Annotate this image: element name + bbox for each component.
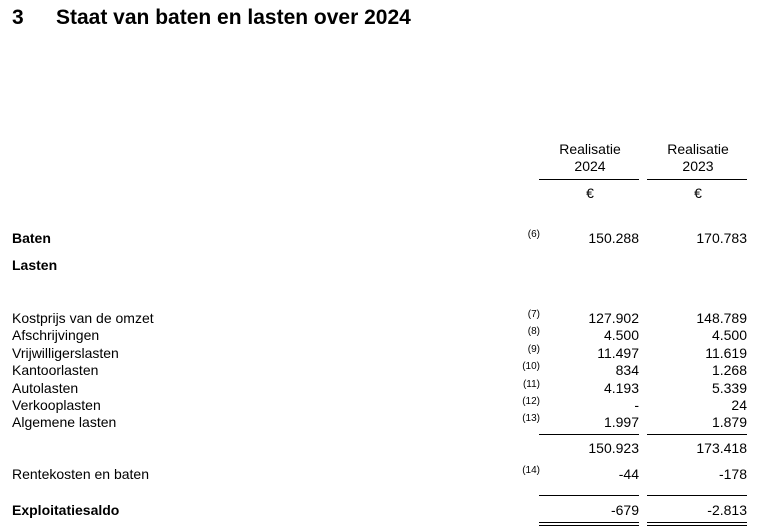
saldo-value-2023: -2.813 <box>707 502 747 518</box>
currency-2023: € <box>694 185 702 201</box>
row-value-2023: 1.268 <box>711 362 747 378</box>
rente-value-2024: -44 <box>618 466 639 482</box>
section-number: 3 <box>12 6 24 29</box>
row-value-2023: 1.879 <box>711 414 747 430</box>
saldo-label: Exploitatiesaldo <box>12 502 120 518</box>
row-label: Verkooplasten <box>12 397 101 413</box>
column-header-2023-line2: 2023 <box>682 158 714 174</box>
saldo-double-rule-2024-b <box>539 525 639 526</box>
row-note: (12) <box>522 396 540 407</box>
row-label: Kostprijs van de omzet <box>12 310 154 326</box>
row-value-2024: 127.902 <box>588 310 639 326</box>
subtotal-rule-2024 <box>539 434 639 435</box>
row-value-2023: 4.500 <box>711 327 747 343</box>
baten-note: (6) <box>527 229 540 240</box>
row-note: (8) <box>527 326 540 337</box>
row-note: (10) <box>522 361 540 372</box>
row-value-2023: 5.339 <box>711 380 747 396</box>
baten-label: Baten <box>12 230 51 246</box>
row-note: (11) <box>522 379 540 390</box>
rente-label: Rentekosten en baten <box>12 466 149 482</box>
saldo-rule-2024 <box>539 495 639 496</box>
lasten-total-2023: 173.418 <box>696 440 747 456</box>
saldo-double-rule-2023-b <box>647 525 747 526</box>
row-value-2024: 4.500 <box>603 327 639 343</box>
currency-2024: € <box>586 185 594 201</box>
row-value-2024: - <box>634 397 639 413</box>
row-value-2024: 834 <box>615 362 639 378</box>
lasten-total-2024: 150.923 <box>588 440 639 456</box>
row-label: Afschrijvingen <box>12 327 100 343</box>
row-value-2023: 11.619 <box>705 345 747 361</box>
column-header-2024-line1: Realisatie <box>559 141 621 157</box>
row-value-2023: 148.789 <box>696 310 747 326</box>
row-label: Kantoorlasten <box>12 362 99 378</box>
column-header-2024-line2: 2024 <box>574 158 606 174</box>
rente-value-2023: -178 <box>718 466 747 482</box>
saldo-value-2024: -679 <box>610 502 639 518</box>
row-label: Algemene lasten <box>12 414 117 430</box>
row-note: (13) <box>522 413 540 424</box>
header-rule-2023 <box>647 179 747 180</box>
column-header-2024 <box>536 141 644 175</box>
lasten-heading: Lasten <box>12 257 58 273</box>
row-value-2024: 1.997 <box>603 414 639 430</box>
header-rule-2024 <box>539 179 639 180</box>
page-title: Staat van baten en lasten over 2024 <box>56 6 411 29</box>
saldo-double-rule-2024-a <box>539 522 639 523</box>
column-header-2023-line1: Realisatie <box>667 141 729 157</box>
row-note: (7) <box>527 309 540 320</box>
saldo-double-rule-2023-a <box>647 522 747 523</box>
rente-note: (14) <box>522 465 540 476</box>
subtotal-rule-2023 <box>647 434 747 435</box>
saldo-rule-2023 <box>647 495 747 496</box>
row-label: Autolasten <box>12 380 79 396</box>
column-header-2023 <box>644 141 752 175</box>
row-note: (9) <box>527 344 540 355</box>
baten-value-2023: 170.783 <box>696 230 747 246</box>
row-value-2024: 4.193 <box>603 380 639 396</box>
row-value-2024: 11.497 <box>597 345 639 361</box>
row-label: Vrijwilligerslasten <box>12 345 119 361</box>
row-value-2023: 24 <box>731 397 747 413</box>
baten-value-2024: 150.288 <box>588 230 639 246</box>
